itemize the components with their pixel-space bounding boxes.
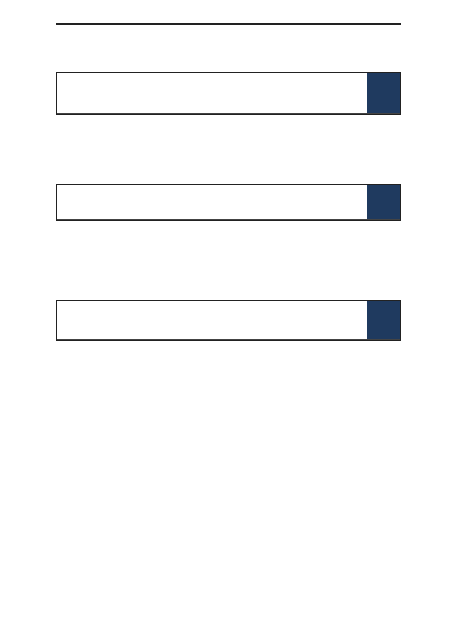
question-text [57, 73, 367, 113]
question-number [367, 73, 400, 113]
question-51 [56, 300, 401, 341]
question-48-tail [56, 23, 401, 25]
question-50 [56, 184, 401, 221]
question-header [57, 185, 400, 220]
question-number [367, 301, 400, 339]
question-number [367, 185, 400, 219]
question-header [57, 73, 400, 114]
question-49 [56, 72, 401, 115]
question-text [57, 301, 367, 339]
question-header [57, 301, 400, 340]
question-text [57, 185, 367, 219]
